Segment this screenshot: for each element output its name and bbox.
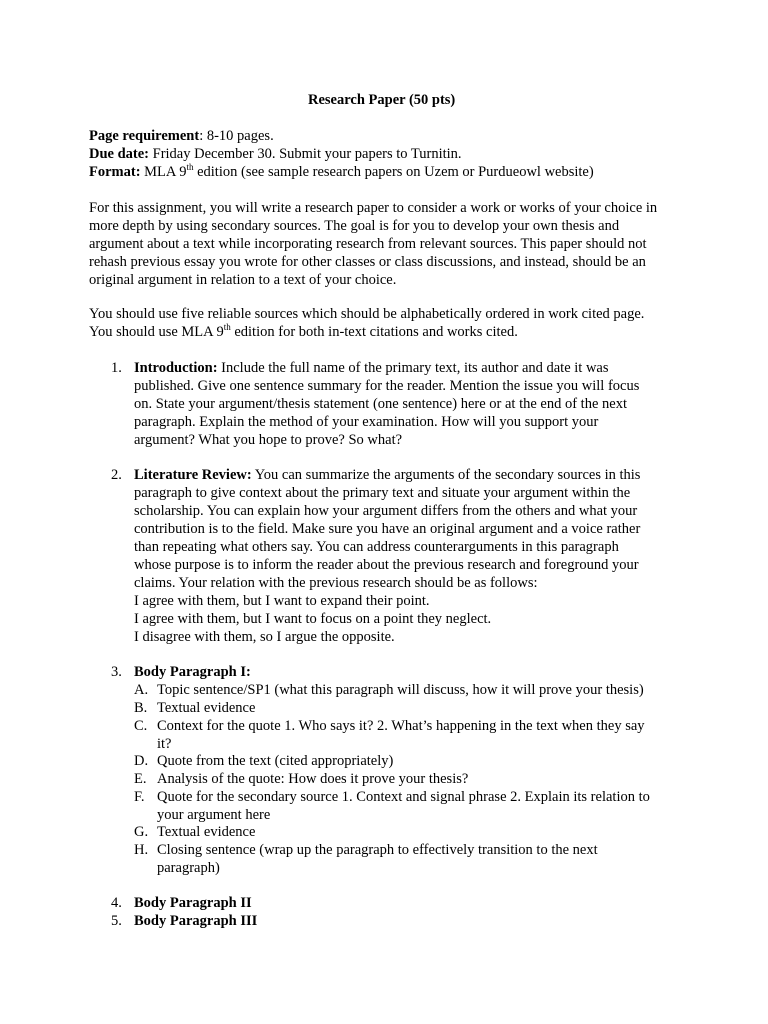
- due-date-label: Due date:: [89, 146, 150, 162]
- list-item-line: I agree with them, but I want to focus on a point they neglect.: [134, 611, 492, 627]
- list-item-line: I disagree with them, so I argue the opposite.: [134, 629, 395, 645]
- sub-item-line: paragraph): [157, 860, 220, 876]
- sub-letter: D.: [134, 753, 149, 769]
- sub-item-line: Quote for the secondary source 1. Context and signal phrase 2. Explain its relation to: [157, 789, 650, 805]
- sources-paragraph-line: You should use five reliable sources which should be alphabetically ordered in work cited page.: [89, 306, 645, 322]
- sub-letter: B.: [134, 700, 148, 716]
- list-item-line: argument? What you hope to prove? So what?: [134, 432, 403, 448]
- list-item-line: claims. Your relation with the previous research should be as follows:: [134, 575, 538, 591]
- due-date-value: Friday December 30. Submit your papers to Turnitin.: [149, 146, 462, 162]
- body-paragraph-2-label: [134, 895, 252, 912]
- list-item-line: [134, 360, 609, 377]
- body-paragraph-3-label: [134, 913, 257, 930]
- literature-review-text: You can summarize the arguments of the secondary sources in this: [251, 467, 641, 483]
- sub-item-line: Context for the quote 1. Who says it? 2. What’s happening in the text when they say: [157, 718, 645, 734]
- due-date-line: [89, 146, 462, 163]
- page-title: Research Paper (50 pts): [308, 92, 456, 108]
- sub-item-line: it?: [157, 736, 172, 752]
- sources-paragraph-line: [89, 324, 518, 341]
- body-paragraph-1-title: Body Paragraph I:: [134, 664, 251, 680]
- intro-paragraph-line: argument about a text while incorporating research from relevant sources. This paper should not: [89, 236, 647, 252]
- format-label: Format:: [89, 164, 141, 180]
- body-paragraph-2-title: Body Paragraph II: [134, 895, 252, 911]
- sub-item-line: Closing sentence (wrap up the paragraph to effectively transition to the next: [157, 842, 598, 858]
- list-number: 3.: [111, 664, 122, 680]
- sub-item-line: Textual evidence: [157, 824, 256, 840]
- sub-item-line: Topic sentence/SP1 (what this paragraph will discuss, how it will prove your thesis): [157, 682, 644, 698]
- list-item-line: scholarship. You can explain how your argument differs from the others and what your: [134, 503, 638, 519]
- format-value-post: edition (see sample research papers on Uzem or Purdueowl website): [193, 164, 594, 180]
- sub-item-line: Textual evidence: [157, 700, 256, 716]
- page-requirement-line: [89, 128, 274, 145]
- list-item-line: contribution is to the field. Make sure you have an original argument and a voice rather: [134, 521, 641, 537]
- page-requirement-value: : 8-10 pages.: [199, 128, 274, 144]
- literature-review-label: Literature Review:: [134, 467, 252, 483]
- list-number: 5.: [111, 913, 122, 929]
- list-item-line: paragraph to give context about the primary text and situate your argument within the: [134, 485, 631, 501]
- introduction-label: Introduction:: [134, 360, 218, 376]
- list-number: 1.: [111, 360, 122, 376]
- sub-letter: H.: [134, 842, 149, 858]
- list-item-line: [134, 467, 640, 484]
- sub-letter: E.: [134, 771, 147, 787]
- sources-superscript: th: [223, 322, 231, 332]
- introduction-text: Include the full name of the primary text, its author and date it was: [217, 360, 609, 376]
- list-item-line: paragraph. Explain the method of your examination. How will you support your: [134, 414, 599, 430]
- intro-paragraph-line: rehash previous essay you wrote for other classes or class discussions, and instead, should be an: [89, 254, 646, 270]
- list-number: 2.: [111, 467, 122, 483]
- sub-letter: F.: [134, 789, 145, 805]
- sources-line2-post: edition for both in-text citations and works cited.: [230, 324, 518, 340]
- page-requirement-label: Page requirement: [89, 128, 200, 144]
- sub-letter: G.: [134, 824, 149, 840]
- body-paragraph-3-title: Body Paragraph III: [134, 913, 258, 929]
- sources-line2-pre: You should use MLA 9: [89, 324, 224, 340]
- list-item-line: on. State your argument/thesis statement (one sentence) here or at the end of the next: [134, 396, 627, 412]
- list-item-line: I agree with them, but I want to expand their point.: [134, 593, 430, 609]
- format-value-pre: MLA 9: [140, 164, 187, 180]
- format-line: [89, 164, 594, 181]
- sub-letter: A.: [134, 682, 149, 698]
- body-paragraph-1-label: [134, 664, 251, 681]
- list-item-line: whose purpose is to inform the reader about the previous research and foreground your: [134, 557, 639, 573]
- format-superscript: th: [186, 162, 194, 172]
- intro-paragraph-line: more depth by using secondary sources. The goal is for you to develop your own thesis and: [89, 218, 620, 234]
- list-item-line: than repeating what others say. You can address counterarguments in this paragraph: [134, 539, 619, 555]
- sub-item-line: your argument here: [157, 807, 271, 823]
- intro-paragraph-line: For this assignment, you will write a research paper to consider a work or works of your choice in: [89, 200, 658, 216]
- intro-paragraph-line: original argument in relation to a text of your choice.: [89, 272, 397, 288]
- sub-item-line: Quote from the text (cited appropriately): [157, 753, 394, 769]
- sub-letter: C.: [134, 718, 148, 734]
- list-item-line: published. Give one sentence summary for the reader. Mention the issue you will focus: [134, 378, 640, 394]
- list-number: 4.: [111, 895, 122, 911]
- sub-item-line: Analysis of the quote: How does it prove your thesis?: [157, 771, 469, 787]
